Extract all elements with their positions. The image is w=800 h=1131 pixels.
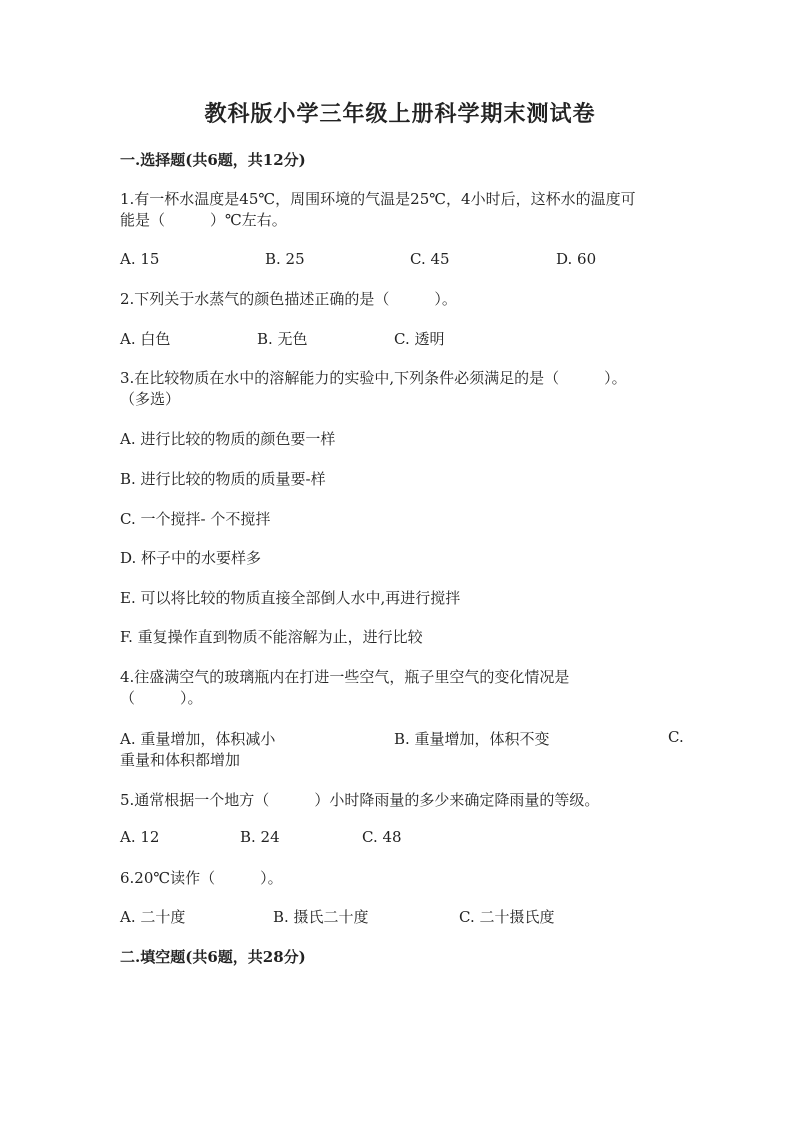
question-2-text: 2.下列关于水蒸气的颜色描述正确的是（ ）。 [120,290,457,308]
question-5-option-c: C. 48 [362,828,402,846]
question-6-option-a: A. 二十度 [120,908,186,926]
question-1-option-c: C. 45 [410,250,450,268]
question-4-line-2: （ ）。 [120,689,203,707]
question-6-option-b: B. 摄氏二十度 [273,908,369,926]
question-4-option-a: A. 重量增加，体积减小 [120,730,276,748]
section-heading-fill-in: 二.填空题(共6题，共28分) [120,948,306,966]
question-3-line-2: （多选） [120,390,181,408]
question-1-option-a: A. 15 [120,250,160,268]
question-1-option-d: D. 60 [556,250,597,268]
question-3-option-f: F. 重复操作直到物质不能溶解为止，进行比较 [120,628,423,646]
question-4-option-c-label: C. [668,728,684,746]
question-4-option-b: B. 重量增加，体积不变 [394,730,550,748]
question-1-line-2: 能是（ ）℃左右。 [120,211,287,229]
question-1-option-b: B. 25 [265,250,305,268]
question-3-option-b: B. 进行比较的物质的质量要-样 [120,470,326,488]
question-3-option-c: C. 一个搅拌- 个不搅拌 [120,510,271,528]
question-3-option-a: A. 进行比较的物质的颜色要一样 [120,430,336,448]
question-4-line-1: 4.往盛满空气的玻璃瓶内在打进一些空气，瓶子里空气的变化情况是 [120,668,570,686]
question-2-option-a: A. 白色 [120,330,171,348]
exam-title: 教科版小学三年级上册科学期末测试卷 [204,101,596,127]
question-6-text: 6.20℃读作（ ）。 [120,869,283,887]
question-4-option-c-text: 重量和体积都增加 [120,751,241,769]
question-5-text: 5.通常根据一个地方（ ）小时降雨量的多少来确定降雨量的等级。 [120,791,600,809]
question-1-line-1: 1.有一杯水温度是45℃，周围环境的气温是25℃，4小时后，这杯水的温度可 [120,190,636,208]
question-5-option-b: B. 24 [240,828,280,846]
question-2-option-b: B. 无色 [257,330,308,348]
question-3-option-d: D. 杯子中的水要样多 [120,549,262,567]
question-5-option-a: A. 12 [120,828,160,846]
question-3-option-e: E. 可以将比较的物质直接全部倒人水中,再进行搅拌 [120,589,461,607]
question-2-option-c: C. 透明 [394,330,445,348]
question-3-line-1: 3.在比较物质在水中的溶解能力的实验中,下列条件必须满足的是（ ）。 [120,369,627,387]
question-6-option-c: C. 二十摄氏度 [459,908,555,926]
section-heading-choice: 一.选择题(共6题，共12分) [120,151,306,169]
